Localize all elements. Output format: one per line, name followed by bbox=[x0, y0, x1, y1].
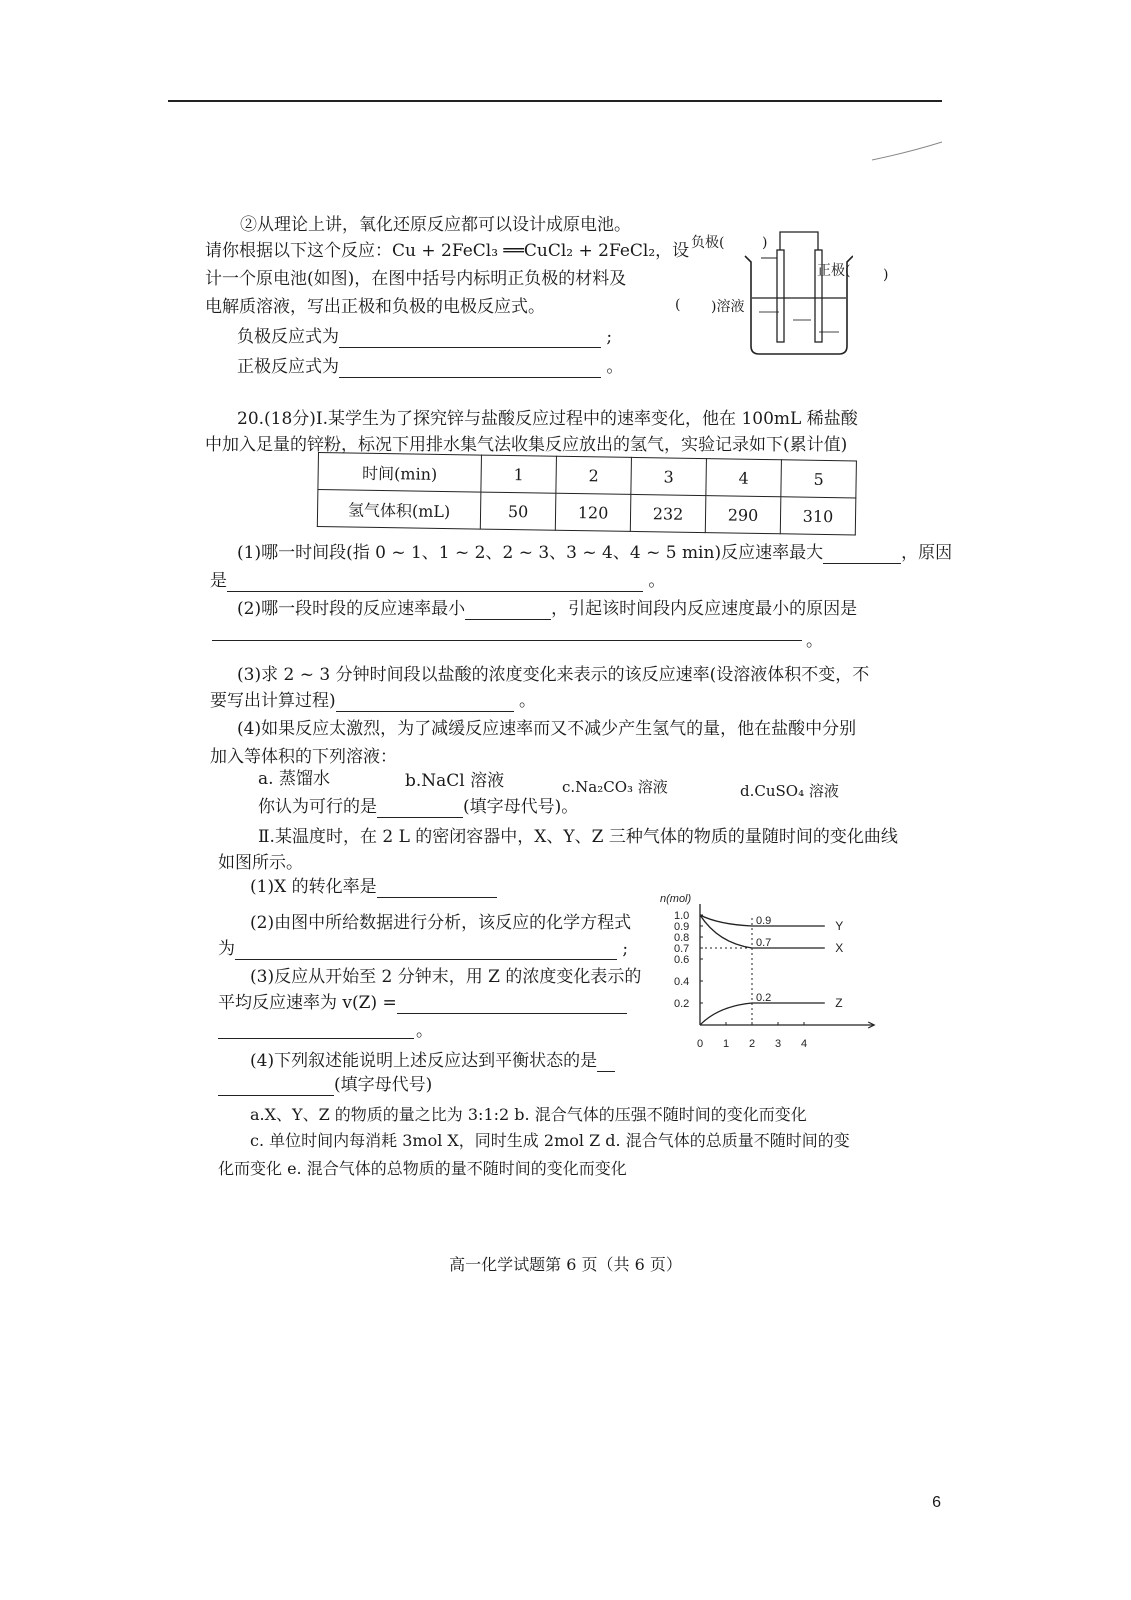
ii-4-hint: (填字母代号) bbox=[334, 1075, 433, 1095]
q20-1-line-2: 是 。 bbox=[210, 571, 666, 591]
ii-1-blank[interactable] bbox=[377, 880, 497, 898]
q20-2-end: 。 bbox=[806, 631, 823, 651]
option-d: d.CuSO₄ 溶液 bbox=[740, 782, 839, 800]
ii-4-text: (4)下列叙述能说明上述反应达到平衡状态的是 bbox=[250, 1051, 598, 1071]
footer: 高一化学试题第 6 页（共 6 页） bbox=[449, 1255, 682, 1274]
ii-4-blank-2[interactable] bbox=[218, 1078, 334, 1096]
ii-2-line-2: 为 ; bbox=[218, 939, 629, 959]
q20-1-reason-blank[interactable] bbox=[227, 574, 643, 592]
q20-head-2: 中加入足量的锌粉，标况下用排水集气法收集反应放出的氢气，实验记录如下(累计值) bbox=[205, 435, 848, 455]
mole-time-chart bbox=[650, 880, 890, 1060]
scan-mark bbox=[870, 138, 950, 164]
q20-4-line: (4)如果反应太激烈，为了减缓反应速率而又不减少产生氢气的量，他在盐酸中分别 bbox=[237, 719, 857, 739]
ii-4-line-2 bbox=[218, 1074, 432, 1096]
q20-1-is: 是 bbox=[210, 571, 227, 591]
ii-1-text: (1)X 的转化率是 bbox=[250, 877, 377, 897]
q19-intro-4: 电解质溶液，写出正极和负极的电极反应式。 bbox=[205, 297, 545, 317]
page-number: 6 bbox=[932, 1494, 941, 1511]
q20-3-text: 要写出计算过程) bbox=[210, 691, 336, 711]
y-tick-label: 0.2 bbox=[674, 998, 690, 1010]
ii-2-blank[interactable] bbox=[235, 942, 617, 960]
neg-electrode-label: 负极反应式为 bbox=[237, 327, 339, 347]
ii-3-line-2 bbox=[218, 992, 627, 1014]
q20-1-line bbox=[237, 542, 952, 564]
q20-3-line-2: 要写出计算过程) 。 bbox=[210, 691, 537, 711]
q20-3-line: (3)求 2 ~ 3 分钟时间段以盐酸的浓度变化来表示的该反应速率(设溶液体积不变，不 bbox=[237, 665, 870, 685]
table-cell: 4 bbox=[706, 459, 782, 497]
cell-sol-label: )溶液 bbox=[711, 299, 745, 315]
table-cell: 2 bbox=[556, 456, 632, 494]
x-tick-label: 0 bbox=[697, 1038, 704, 1050]
part-ii-line: Ⅱ.某温度时，在 2 L 的密闭容器中，X、Y、Z 三种气体的物质的量随时间的变化曲线 bbox=[258, 827, 898, 847]
cell-neg-close: ) bbox=[762, 235, 768, 251]
table-cell: 290 bbox=[705, 496, 781, 534]
hydrogen-volume-table bbox=[317, 452, 857, 535]
ii-2-text: 为 bbox=[218, 939, 235, 959]
series-z-value-label: 0.2 bbox=[756, 992, 772, 1004]
table-cell: 310 bbox=[780, 497, 856, 535]
x-tick-label: 3 bbox=[775, 1038, 782, 1050]
q20-2-line bbox=[237, 598, 857, 620]
option-c: c.Na₂CO₃ 溶液 bbox=[562, 778, 668, 796]
choice-line-2: c. 单位时间内每消耗 3mol X，同时生成 2mol Z d. 混合气体的总质量不随时间的变 bbox=[250, 1131, 850, 1150]
ii-1-line bbox=[250, 876, 497, 898]
q20-1-reason: ，原因 bbox=[901, 543, 953, 563]
ii-2-line: (2)由图中所给数据进行分析，该反应的化学方程式 bbox=[250, 913, 632, 933]
x-tick-label: 1 bbox=[723, 1038, 730, 1050]
pos-electrode-line: 正极反应式为 。 bbox=[237, 357, 624, 377]
q19-intro-3: 计一个原电池(如图)，在图中括号内标明正负极的材料及 bbox=[205, 269, 627, 289]
table-cell: 1 bbox=[481, 455, 557, 493]
table-cell: 120 bbox=[555, 493, 631, 531]
choice-line-1: a.X、Y、Z 的物质的量之比为 3:1:2 b. 混合气体的压强不随时间的变化而变化 bbox=[250, 1105, 807, 1124]
ii-4-blank[interactable] bbox=[597, 1054, 615, 1072]
beaker-icon bbox=[743, 228, 853, 358]
table-header-time: 时间(min) bbox=[318, 453, 482, 493]
y-tick-label: 0.4 bbox=[674, 976, 690, 988]
ii-3-end: 。 bbox=[416, 1021, 433, 1041]
q20-4-blank[interactable] bbox=[377, 800, 463, 818]
chart-ylabel: n(mol) bbox=[660, 893, 692, 905]
option-a: a. 蒸馏水 bbox=[258, 769, 330, 789]
x-tick-label: 4 bbox=[801, 1038, 808, 1050]
q20-head: 20.(18分)Ⅰ.某学生为了探究锌与盐酸反应过程中的速率变化，他在 100mL 稀盐酸 bbox=[237, 409, 858, 429]
q20-2-text: (2)哪一段时段的反应速率最小 bbox=[237, 599, 466, 619]
table-cell: 5 bbox=[781, 460, 857, 498]
ii-3-blank-2[interactable] bbox=[218, 1038, 414, 1039]
q20-4-hint: (填字母代号)。 bbox=[463, 797, 579, 817]
table-row bbox=[317, 490, 856, 535]
choice-line-3: 化而变化 e. 混合气体的总物质的量不随时间的变化而变化 bbox=[218, 1159, 627, 1178]
pos-electrode-label: 正极反应式为 bbox=[237, 357, 339, 377]
y-tick-label: 1.0 bbox=[674, 910, 690, 922]
galvanic-cell-diagram bbox=[675, 228, 905, 358]
option-b: b.NaCl 溶液 bbox=[405, 771, 505, 791]
q20-3-blank[interactable] bbox=[336, 694, 514, 712]
q20-4-line-2: 加入等体积的下列溶液： bbox=[210, 747, 397, 767]
y-tick-label: 0.6 bbox=[674, 954, 690, 966]
q20-1-blank[interactable] bbox=[823, 546, 901, 564]
series-y-name-label: Y bbox=[835, 919, 844, 933]
pos-electrode-blank[interactable] bbox=[339, 360, 601, 378]
table-header-volume: 氢气体积(mL) bbox=[317, 490, 481, 530]
part-ii-line-2: 如图所示。 bbox=[218, 853, 303, 873]
series-z-line bbox=[700, 1003, 825, 1025]
cell-pos-label: 正极( bbox=[817, 263, 851, 279]
table-cell: 3 bbox=[631, 457, 707, 495]
q20-4-answer-line bbox=[258, 796, 578, 818]
cell-neg-label: 负极( bbox=[691, 235, 725, 251]
ii-4-line bbox=[250, 1050, 615, 1072]
y-tick-label: 0.9 bbox=[674, 921, 690, 933]
series-y-value-label: 0.9 bbox=[756, 915, 772, 927]
table-cell: 232 bbox=[630, 494, 706, 532]
q20-2-reason-blank[interactable] bbox=[212, 640, 802, 641]
series-x-name-label: X bbox=[835, 941, 844, 955]
cell-sol-open: ( bbox=[675, 297, 681, 313]
neg-electrode-blank[interactable] bbox=[339, 330, 601, 348]
cell-pos-close: ) bbox=[883, 267, 889, 283]
q20-1-text: (1)哪一时间段(指 0 ~ 1、1 ~ 2、2 ~ 3、3 ~ 4、4 ~ 5 min)反应速率最大 bbox=[237, 543, 824, 563]
y-tick-label: 0.7 bbox=[674, 943, 690, 955]
header-rule bbox=[168, 100, 942, 102]
q20-4-text: 你认为可行的是 bbox=[258, 797, 377, 817]
ii-3-line: (3)反应从开始至 2 分钟末，用 Z 的浓度变化表示的 bbox=[250, 967, 642, 987]
ii-3-text: 平均反应速率为 v(Z) = bbox=[218, 993, 397, 1013]
q20-2-blank[interactable] bbox=[465, 602, 551, 620]
q20-2-reason: ，引起该时间段内反应速度最小的原因是 bbox=[551, 599, 858, 619]
series-z-name-label: Z bbox=[835, 996, 843, 1010]
x-tick-label: 2 bbox=[749, 1038, 756, 1050]
q19-intro-1: ②从理论上讲，氧化还原反应都可以设计成原电池。 bbox=[240, 215, 631, 235]
ii-3-blank[interactable] bbox=[397, 996, 627, 1014]
series-x-value-label: 0.7 bbox=[756, 937, 772, 949]
y-tick-label: 0.8 bbox=[674, 932, 690, 944]
neg-electrode-line: 负极反应式为 ; bbox=[237, 327, 613, 347]
q19-intro-2: 请你根据以下这个反应：Cu + 2FeCl₃ ══CuCl₂ + 2FeCl₂，设 bbox=[205, 241, 690, 261]
table-cell: 50 bbox=[480, 492, 556, 530]
